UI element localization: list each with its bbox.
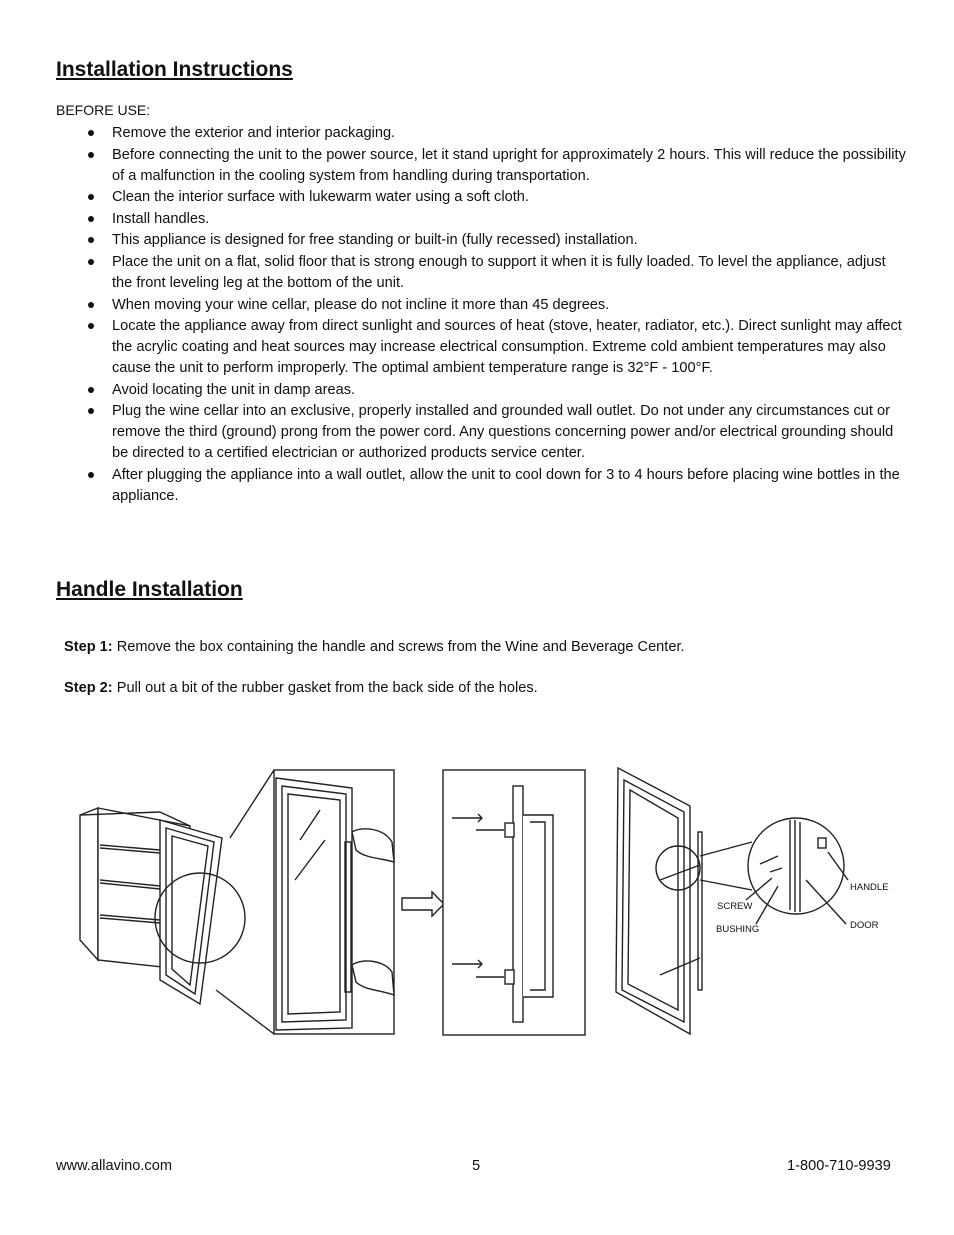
list-item: Avoid locating the unit in damp areas. (56, 380, 906, 401)
handle-title: Handle Installation (56, 578, 243, 601)
installation-title: Installation Instructions (56, 58, 293, 81)
list-item: Remove the exterior and interior packaging. (56, 123, 906, 144)
list-item: Place the unit on a flat, solid floor that is strong enough to support it when it is fully loaded. To level the appliance, adjust the front leveling leg at the bottom of the unit. (56, 252, 906, 294)
before-use-label: BEFORE USE: (56, 102, 151, 118)
step-1 (64, 639, 685, 655)
list-item: When moving your wine cellar, please do not incline it more than 45 degrees. (56, 295, 906, 316)
installation-list (56, 123, 906, 508)
handle-installation-diagram (0, 740, 954, 1050)
list-item: After plugging the appliance into a wall outlet, allow the unit to cool down for 3 to 4 hours before placing wine bottles in the appliance. (56, 465, 906, 507)
label-screw: SCREW (717, 901, 753, 912)
list-item: Install handles. (56, 209, 906, 230)
footer-website: www.allavino.com (56, 1158, 172, 1174)
list-item: Clean the interior surface with lukewarm water using a soft cloth. (56, 187, 906, 208)
cabinet-illustration (80, 808, 245, 1004)
list-item: This appliance is designed for free standing or built-in (fully recessed) installation. (56, 230, 906, 251)
footer-page-number: 5 (472, 1158, 481, 1174)
step-1-text: Remove the box containing the handle and screws from the Wine and Beverage Center. (112, 639, 685, 655)
footer-phone: 1-800-710-9939 (787, 1158, 891, 1174)
step-1-label: Step 1: (64, 639, 113, 655)
list-item: Locate the appliance away from direct sunlight and sources of heat (stove, heater, radiator, etc.). Direct sunlight may affect the acrylic coating and heat sources may increase electrical consumption. Extreme cold ambient temperatures may also cause the unit to perform improperly. The optimal ambient temperature range is 32°F - 100°F. (56, 316, 906, 379)
label-bushing: BUSHING (716, 924, 760, 935)
label-handle: HANDLE (850, 882, 889, 893)
list-item: Before connecting the unit to the power source, let it stand upright for approximately 2 hours. This will reduce the possibility of a malfunction in the cooling system from handling during transportation. (56, 145, 906, 187)
step-2-text: Pull out a bit of the rubber gasket from the back side of the holes. (112, 680, 538, 696)
handle-panel (443, 770, 585, 1035)
step-2-label: Step 2: (64, 680, 113, 696)
list-item: Plug the wine cellar into an exclusive, properly installed and grounded wall outlet. Do not under any circumstances cut or remove the third (ground) prong from the power cord. Any questions concerning power and/or electrical grounding should be directed to a certified electrician or authorized products service center. (56, 401, 906, 464)
step-2 (64, 680, 538, 696)
label-door: DOOR (850, 920, 879, 931)
door-zoom-panel (274, 770, 394, 1034)
